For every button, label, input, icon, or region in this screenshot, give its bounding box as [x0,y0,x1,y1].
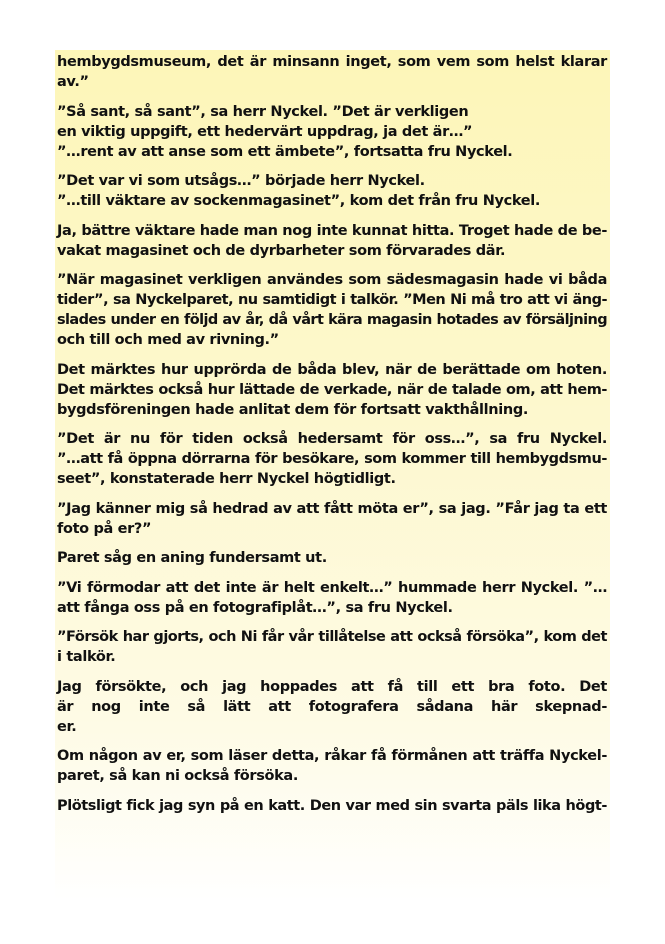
text-line: ”Så sant, så sant”, sa herr Nyckel. ”Det är verkligen [57,103,469,120]
paragraph-1 [57,52,607,92]
text-line: tider”, sa Nyckelparet, nu samtidigt i talkör. ”Men Ni må tro att vi äng- [57,292,607,308]
text-line: slades under en följd av år, då vårt kära magasin hotades av försäljning [57,312,607,328]
paragraph-10 [57,578,607,618]
text-line: foto på er?” [57,520,152,537]
paragraph-4 [57,221,607,261]
paragraph-5 [57,270,607,350]
text-line: hembygdsmuseum, det är minsann inget, som vem som helst klarar [57,54,607,70]
text-line: ”Vi förmodar att det inte är helt enkelt…” hummade herr Nyckel. ”… [57,579,607,596]
text-line: Paret såg en aning fundersamt ut. [57,550,327,566]
text-line: att fånga oss på en fotografiplåt…”, sa fru Nyckel. [57,599,453,616]
text-line: Plötsligt fick jag syn på en katt. Den var med sin svarta päls lika högt- [57,797,607,814]
text-line: ”…att få öppna dörrarna för besökare, som kommer till hembygdsmu- [57,451,607,467]
text-line: er. [57,718,77,735]
text-line: seet”, konstaterade herr Nyckel högtidligt. [57,471,396,487]
text-line: paret, så kan ni också försöka. [57,768,299,784]
text-line: ”…rent av att anse som ett ämbete”, fortsatta fru Nyckel. [57,143,513,160]
text-line: av.” [57,74,89,90]
paragraph-11 [57,627,607,667]
paragraph-8 [57,499,607,539]
text-line: ”Försök har gjorts, och Ni får vår tillåtelse att också försöka”, kom det [57,629,607,645]
text-line: Ja, bättre väktare hade man nog inte kunnat hitta. Troget hade de be- [57,222,608,239]
body-text [57,52,607,825]
paragraph-7 [57,429,607,489]
paragraph-6 [57,360,607,420]
text-line: i talkör. [57,649,116,665]
paragraph-3 [57,171,607,211]
text-line: vakat magasinet och de dyrbarheter som förvarades där. [57,242,506,259]
paragraph-14 [57,796,607,816]
text-line: bygdsföreningen hade anlitat dem för fortsatt vakthållning. [57,401,529,418]
text-line: Jag försökte, och jag hoppades att få till ett bra foto. Det [57,678,607,695]
paragraph-12 [57,677,607,737]
paragraph-13 [57,746,607,786]
text-line: Det märktes också hur lättade de verkade, när de talade om, att hem- [57,381,607,398]
text-line: och till och med av rivning.” [57,332,279,348]
text-line: ”Jag känner mig så hedrad av att fått möta er”, sa jag. ”Får jag ta ett [57,500,607,517]
text-line: Det märktes hur upprörda de båda blev, när de berättade om hoten. [57,361,607,378]
paragraph-9 [57,548,607,568]
text-line: en viktig uppgift, ett hedervärt uppdrag, ja det är…” [57,123,473,140]
text-line: ”När magasinet verkligen användes som sädesmagasin hade vi båda [57,272,607,288]
text-line: är nog inte så lätt att fotografera sådana här skepnad- [57,698,607,715]
text-line: Om någon av er, som läser detta, råkar få förmånen att träffa Nyckel- [57,748,607,764]
paragraph-2 [57,102,607,162]
text-line: ”…till väktare av sockenmagasinet”, kom det från fru Nyckel. [57,193,541,209]
text-line: ”Det var vi som utsågs…” började herr Nyckel. [57,173,425,189]
text-line: ”Det är nu för tiden också hedersamt för oss…”, sa fru Nyckel. [57,431,607,447]
